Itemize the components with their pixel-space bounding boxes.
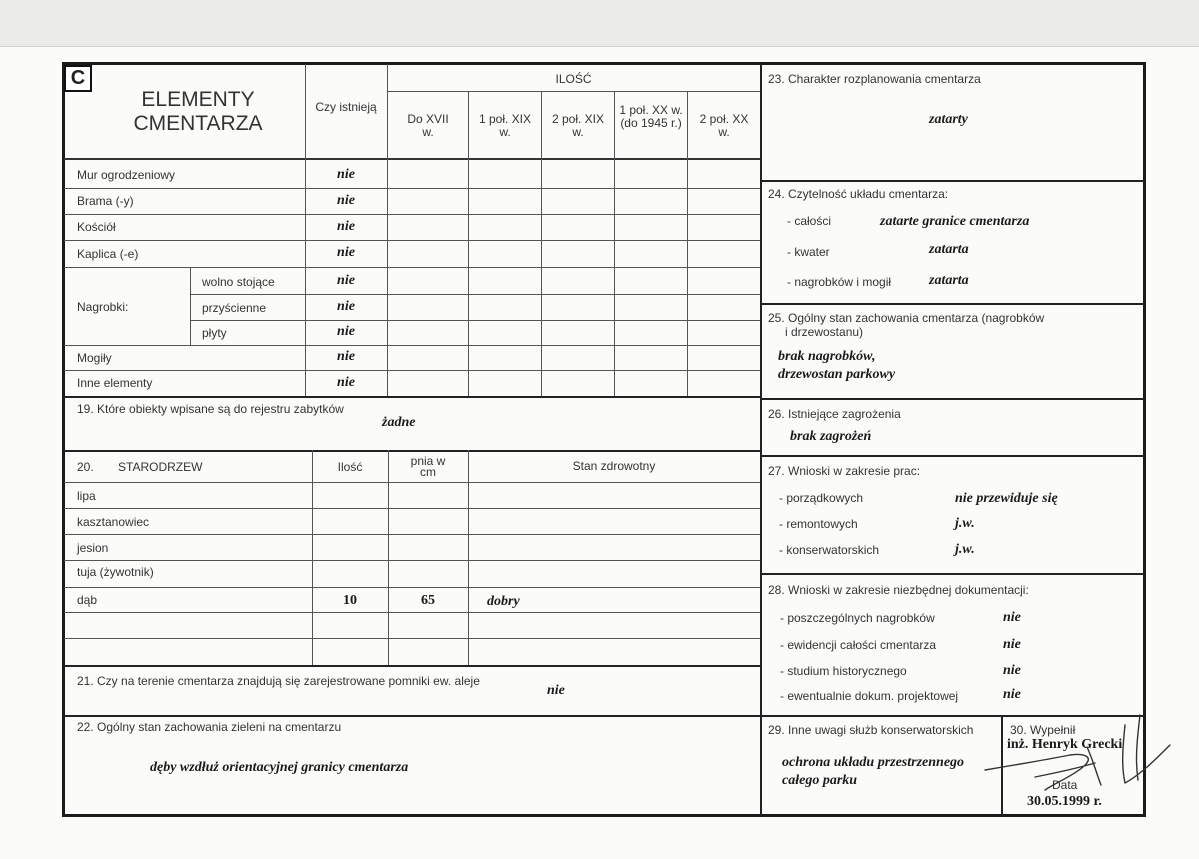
section-title-line2: CMENTARZA bbox=[133, 112, 263, 135]
q27-porz-label: - porządkowych bbox=[779, 491, 864, 505]
line bbox=[64, 612, 760, 613]
q30-label: 30. Wypełnił bbox=[1010, 723, 1076, 737]
q24-label: 24. Czytelność układu cmentarza: bbox=[768, 187, 949, 201]
line bbox=[312, 450, 313, 665]
tree-row-tuja: tuja (żywotnik) bbox=[77, 565, 154, 579]
line bbox=[190, 320, 760, 321]
q30-name: inż. Henryk Grecki bbox=[1007, 737, 1123, 752]
section-title bbox=[108, 88, 288, 136]
line bbox=[468, 91, 469, 397]
q28-c-value: nie bbox=[1003, 663, 1021, 678]
q28-b-value: nie bbox=[1003, 637, 1021, 652]
line bbox=[64, 214, 760, 215]
line bbox=[64, 370, 760, 371]
row-wolno-value: nie bbox=[337, 273, 355, 288]
header-ilosc: ILOŚĆ bbox=[555, 72, 592, 86]
q28-a-label: - poszczególnych nagrobków bbox=[780, 611, 935, 625]
q25-label-line2: i drzewostanu) bbox=[785, 325, 864, 339]
signature-image bbox=[975, 705, 1175, 805]
q19-value: żadne bbox=[382, 415, 416, 430]
q27-rem-value: j.w. bbox=[955, 516, 975, 531]
q20-pnia-header: pnia w cm bbox=[410, 454, 446, 479]
q28-c-label: - studium historycznego bbox=[780, 664, 907, 678]
dab-ilosc-value: 10 bbox=[343, 593, 357, 608]
row-inne-label: Inne elementy bbox=[77, 376, 153, 390]
row-kosciol-label: Kościół bbox=[77, 220, 116, 234]
q27-rem-label: - remontowych bbox=[779, 517, 858, 531]
line bbox=[761, 455, 1144, 457]
line bbox=[190, 294, 760, 295]
dab-stan-value: dobry bbox=[487, 594, 520, 609]
q24-nagrobkow-label: - nagrobków i mogił bbox=[787, 275, 892, 289]
q19-label: 19. Które obiekty wpisane są do rejestru zabytków bbox=[77, 402, 344, 416]
q29-value-line1: ochrona układu przestrzennego bbox=[782, 755, 965, 770]
q24-kwater-value: zatarta bbox=[929, 242, 969, 257]
q28-b-label: - ewidencji całości cmentarza bbox=[780, 638, 937, 652]
tree-row-dab: dąb bbox=[77, 593, 98, 607]
q20-number: 20. bbox=[77, 460, 94, 474]
q20-ilosc-header: Ilość bbox=[337, 460, 363, 474]
q20-title: STARODRZEW bbox=[118, 460, 203, 474]
line bbox=[614, 91, 615, 397]
line bbox=[64, 240, 760, 241]
q20-stan-header: Stan zdrowotny bbox=[572, 459, 656, 473]
q21-value: nie bbox=[547, 683, 565, 698]
q24-calosci-value: zatarte granice cmentarza bbox=[880, 214, 1030, 229]
line bbox=[541, 91, 542, 397]
line bbox=[64, 450, 760, 452]
row-inne-value: nie bbox=[337, 375, 355, 390]
q26-label: 26. Istniejące zagrożenia bbox=[768, 407, 901, 421]
row-nagrobki-label: Nagrobki: bbox=[77, 300, 129, 314]
q28-label: 28. Wnioski w zakresie niezbędnej dokumentacji: bbox=[768, 583, 1029, 597]
q26-value: brak zagrożeń bbox=[790, 429, 872, 444]
row-kaplica-label: Kaplica (-e) bbox=[77, 247, 139, 261]
line bbox=[388, 450, 389, 665]
row-brama-value: nie bbox=[337, 193, 355, 208]
q28-a-value: nie bbox=[1003, 610, 1021, 625]
line bbox=[64, 715, 760, 717]
q22-label: 22. Ogólny stan zachowania zieleni na cmentarzu bbox=[77, 720, 342, 734]
line bbox=[64, 560, 760, 561]
header-czy-istnieja: Czy istnieją bbox=[315, 100, 377, 114]
header-bottom-line bbox=[64, 158, 760, 160]
q27-label: 27. Wnioski w zakresie prac: bbox=[768, 464, 921, 478]
line bbox=[64, 188, 760, 189]
line bbox=[761, 180, 1144, 182]
section-title-line1: ELEMENTY bbox=[141, 88, 255, 111]
line bbox=[761, 303, 1144, 305]
q27-kons-value: j.w. bbox=[955, 542, 975, 557]
q23-value: zatarty bbox=[929, 112, 968, 127]
line bbox=[64, 587, 760, 588]
header-col-1pol-xix: 1 poł. XIX w. bbox=[478, 112, 532, 139]
line bbox=[64, 482, 760, 483]
tree-row-kasztanowiec: kasztanowiec bbox=[77, 515, 150, 529]
row-kosciol-value: nie bbox=[337, 219, 355, 234]
tree-row-jesion: jesion bbox=[77, 541, 109, 555]
line bbox=[387, 91, 760, 92]
q28-d-label: - ewentualnie dokum. projektowej bbox=[780, 689, 959, 703]
line bbox=[687, 91, 688, 397]
q24-kwater-label: - kwater bbox=[787, 245, 830, 259]
row-plyty-value: nie bbox=[337, 324, 355, 339]
q30-data-label: Data bbox=[1052, 778, 1078, 792]
header-col-2pol-xx: 2 poł. XX w. bbox=[699, 112, 749, 139]
row-przyscienne-value: nie bbox=[337, 299, 355, 314]
q21-label: 21. Czy na terenie cmentarza znajdują się zarejestrowane pomniki ew. aleje bbox=[77, 674, 480, 688]
q24-nagrobkow-value: zatarta bbox=[929, 273, 969, 288]
line bbox=[190, 267, 191, 345]
dab-pnia-value: 65 bbox=[421, 593, 435, 608]
q24-calosci-label: - całości bbox=[787, 214, 832, 228]
section-letter-badge: C bbox=[64, 65, 92, 92]
line bbox=[64, 396, 760, 398]
line bbox=[64, 638, 760, 639]
row-plyty-label: płyty bbox=[202, 326, 227, 340]
q22-value: dęby wzdłuż orientacyjnej granicy cmentarza bbox=[150, 760, 409, 775]
header-col-1pol-xx: 1 poł. XX w. (do 1945 r.) bbox=[619, 103, 683, 130]
panel-divider bbox=[760, 64, 762, 817]
q29-label: 29. Inne uwagi służb konserwatorskich bbox=[768, 723, 974, 737]
q29-value-line2: całego parku bbox=[782, 773, 858, 788]
row-mogily-value: nie bbox=[337, 349, 355, 364]
row-brama-label: Brama (-y) bbox=[77, 194, 134, 208]
line bbox=[64, 267, 760, 268]
line bbox=[387, 64, 388, 397]
line bbox=[468, 450, 469, 665]
line bbox=[761, 573, 1144, 575]
line bbox=[64, 508, 760, 509]
row-przyscienne-label: przyścienne bbox=[202, 301, 267, 315]
q27-kons-label: - konserwatorskich bbox=[779, 543, 880, 557]
tree-row-lipa: lipa bbox=[77, 489, 96, 503]
line bbox=[64, 665, 760, 667]
q27-porz-value: nie przewiduje się bbox=[955, 491, 1058, 506]
row-mur-value: nie bbox=[337, 167, 355, 182]
line bbox=[64, 534, 760, 535]
row-mogily-label: Mogiły bbox=[77, 351, 112, 365]
form-border bbox=[62, 62, 1146, 817]
q25-value-line2: drzewostan parkowy bbox=[778, 367, 896, 382]
row-kaplica-value: nie bbox=[337, 245, 355, 260]
header-col-2pol-xix: 2 poł. XIX w. bbox=[551, 112, 605, 139]
q23-label: 23. Charakter rozplanowania cmentarza bbox=[768, 72, 981, 86]
q30-date: 30.05.1999 r. bbox=[1027, 794, 1102, 809]
q25-label-line1: 25. Ogólny stan zachowania cmentarza (nagrobków bbox=[768, 311, 1045, 325]
row-mur-label: Mur ogrodzeniowy bbox=[77, 168, 176, 182]
header-col-do-xvii: Do XVII w. bbox=[407, 112, 449, 139]
q28-d-value: nie bbox=[1003, 687, 1021, 702]
scan-top-strip bbox=[0, 0, 1199, 47]
row-wolno-label: wolno stojące bbox=[202, 275, 275, 289]
line bbox=[64, 345, 760, 346]
line bbox=[761, 398, 1144, 400]
q25-value-line1: brak nagrobków, bbox=[778, 349, 876, 364]
